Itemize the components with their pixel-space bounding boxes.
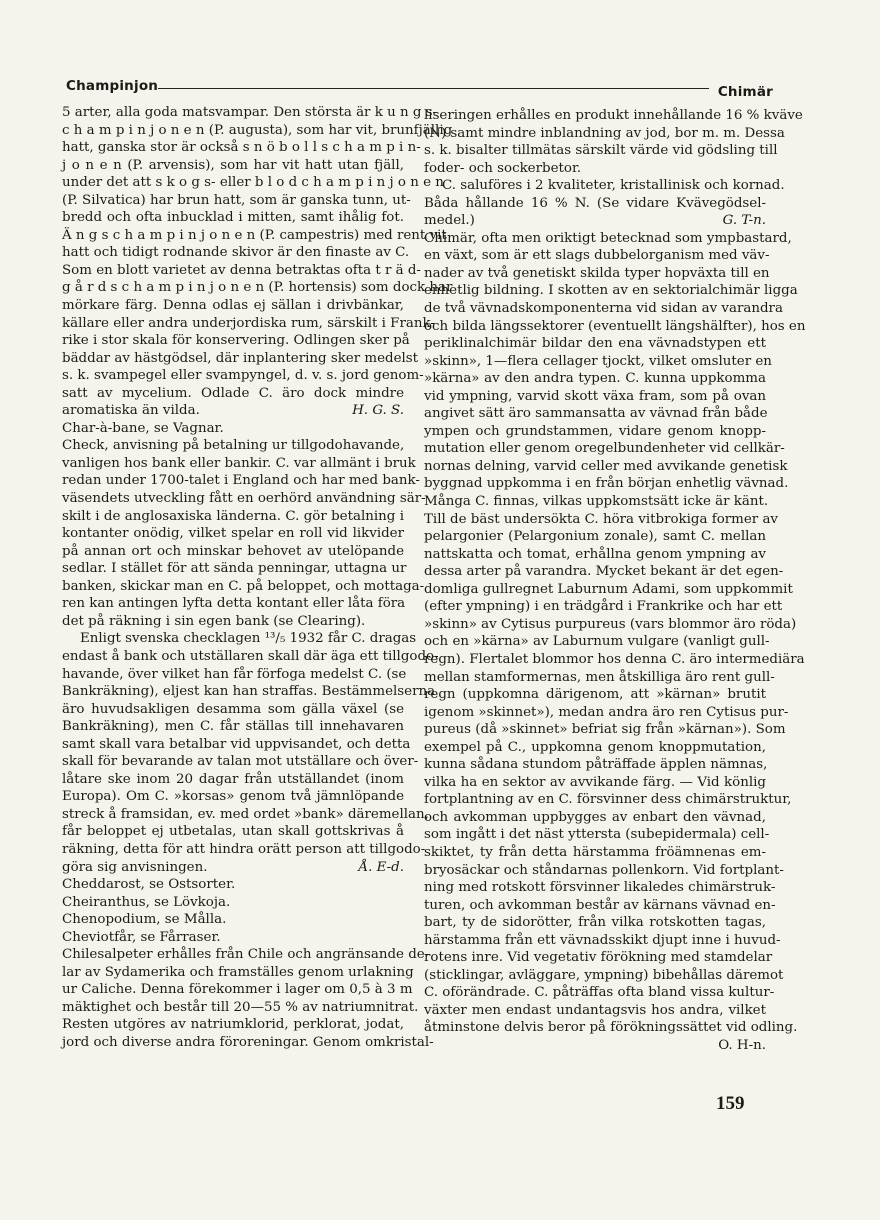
text-line: bäddar av hästgödsel, där inplantering sker medelst [62,350,419,366]
text-line: nornas delning, varvid celler med avvikande genetisk [424,458,788,474]
text-line: låtare ske inom 20 dagar från utställandet (inom [62,771,404,787]
text-line: mutation eller genom oregelbundenheter vid cellkär- [424,441,785,457]
text-line: O. H-n. [718,1037,766,1053]
text-line: skilt i de anglosaxiska länderna. C. gör betalning i [62,508,404,524]
text-line: ur Caliche. Denna förekommer i lager om 0,5 à 3 m [62,982,413,998]
right-column [424,107,806,1055]
text-line: s. k. svampegel eller svampyngel, d. v. s. jord genom- [62,368,424,384]
text-line: på annan ort och minskar behovet av utelöpande [62,543,404,559]
text-line: (P. Silvatica) har brun hatt, som är ganska tunn, ut- [62,192,411,208]
text-line: turen, och avkomman består av kärnans vävnad en- [424,897,776,913]
text-line: Char-à-bane, se Vagnar. [62,420,224,436]
header-left-word: Champinjon [66,78,159,94]
text-line: C. oförändrade. C. påträffas ofta bland vissa kultur- [424,985,775,1001]
text-line: (sticklingar, avläggare, ympning) bibehållas däremot [424,967,784,983]
text-line: dessa arter på varandra. Mycket bekant är det egen- [424,564,784,580]
text-line: »skinn», 1—flera cellager tjockt, vilket omsluter en [424,353,772,369]
text-line: Resten utgöres av natriumklorid, perklorat, jodat, [62,1017,404,1033]
text-line: exempel på C., uppkomna genom knoppmutation, [424,739,766,755]
text-line: lar av Sydamerika och framställes genom urlakning [62,964,414,980]
text-line: hatt och tidigt rodnande skivor är den finaste av C. [62,245,410,261]
text-line: Många C. finnas, vilkas uppkomstsätt icke är känt. [424,494,769,510]
text-line: skall för bevarande av talan mot utställare och över- [62,754,419,770]
text-line: vilka ha en sektor av avvikande färg. — Vid könlig [424,774,766,790]
text-line: bryosäckar och ståndarnas pollenkorn. Vid fortplant- [424,862,784,878]
text-line: Cheviotfår, se Fårraser. [62,929,221,945]
text-line: åtminstone delvis beror på förökningssättet vid odling. [424,1020,798,1036]
text-line: igenom »skinnet»), medan andra äro ren Cytisus pur- [424,704,789,720]
text-line: bredd och ofta inbucklad i mitten, samt ihålig fot. [62,210,404,226]
text-line: göra sig anvisningen. Å. E-d. [62,859,404,875]
text-line: Ä n g s c h a m p i n j o n e n (P. campestris) med rent vit [62,227,447,243]
text-line: Enligt svenska checklagen ¹³/₅ 1932 får C. dragas [80,631,417,647]
text-line: pelargonier (Pelargonium zonale), samt C. mellan [424,529,766,545]
text-line: det på räkning i sin egen bank (se Clearing). [62,613,366,629]
text-line: satt av mycelium. Odlade C. äro dock mindre [62,385,404,401]
text-line: s. k. bisalter tillmätas särskilt värde vid gödsling till [424,143,778,159]
text-line: och bilda längssektorer (eventuellt längshälfter), hos en [424,318,806,334]
text-line: domliga gullregnet Laburnum Adami, som uppkommit [424,581,793,597]
text-line: vid ympning, varvid skott växa fram, som på ovan [424,388,766,404]
text-line: Europa). Om C. »korsas» genom två jämnlöpande [62,789,404,805]
text-line: g å r d s c h a m p i n j o n e n (P. hortensis) som dock har [62,280,453,296]
text-line: (efter ympning) i en trädgård i Frankrike och har ett [424,599,783,615]
header-right-word: Chimär [717,84,773,100]
text-line: räkning, detta för att hindra orätt person att tillgodo- [62,841,426,857]
text-line: liseringen erhålles en produkt innehållande 16 % kväve [424,108,803,123]
left-column [62,104,453,1052]
text-line: får beloppet ej utbetalas, utan skall gottskrivas å [62,824,404,840]
text-line: j o n e n (P. arvensis), som har vit hatt utan fjäll, [62,157,404,173]
text-line: hatt, ganska stor är också s n ö b o l l s c h a m p i n- [62,140,421,156]
text-line: bart, ty de sidorötter, från vilka rotskotten tagas, [424,915,766,931]
text-line: kunna sådana stundom påträffade äpplen nämnas, [424,757,768,773]
text-line: vanligen hos bank eller bankir. C. var allmänt i bruk [62,455,416,471]
text-line: »skinn» av Cytisus purpureus (vars blommor äro röda) [424,616,797,632]
text-line: som ingått i det näst yttersta (subepidermala) cell- [424,827,770,843]
text-line: banken, skickar man en C. på beloppet, och mottaga- [62,578,425,594]
text-line: byggnad uppkomma i en från början enhetlig vävnad. [424,476,789,492]
text-line: Till de bäst undersökta C. höra vitbrokiga former av [424,511,778,527]
text-line: väsendets utveckling fått en oerhörd användning sär- [62,491,426,507]
text-line: regn (uppkomna därigenom, att »kärnan» brutit [424,687,766,703]
text-line: pureus (då »skinnet» befriat sig från »kärnan»). Som [424,722,786,738]
text-line: under det att s k o g s- eller b l o d c h a m p i n j o n e n [62,175,444,191]
header-rule [158,88,709,89]
text-line: mörkare färg. Denna odlas ej sällan i drivbänkar, [62,298,404,314]
text-line: växter men endast undantagsvis hos andra, vilket [424,1002,766,1018]
text-line: c h a m p i n j o n e n (P. augusta), som har vit, brunfjällig [62,122,453,138]
text-line: rike i stor skala för konservering. Odlingen sker på [62,333,410,349]
text-line: aromatiska än vilda. H. G. S. [62,403,404,419]
text-line: streck å framsidan, ev. med ordet »bank» däremellan, [62,806,429,822]
text-line: samt skall vara betalbar vid uppvisandet, och detta [62,736,411,752]
text-line: nattskatta och tomat, erhållna genom ympning av [424,546,766,562]
text-line: ning med rotskott försvinner likaledes chimärstruk- [424,880,776,896]
text-line: foder- och sockerbetor. [424,160,582,176]
text-line: periklinalchimär bildar den ena vävnadstypen ett [424,336,766,352]
text-line: och en »kärna» av Laburnum vulgare (vanligt gull- [424,634,770,650]
text-line: ren kan antingen lyfta detta kontant eller låta föra [62,596,406,612]
text-line: mellan stamformernas, men åtskilliga äro rent gull- [424,669,775,685]
text-line: äro huvudsakligen desamma som gälla växel (se [62,701,404,717]
text-line: skiktet, ty från detta härstamma fröämnenas em- [424,844,766,860]
text-line: 5 arter, alla goda matsvampar. Den största är k u n g s- [62,105,438,120]
text-line: C. saluföres i 2 kvaliteter, kristallinisk och kornad. [442,178,785,194]
text-line: Chimär, ofta men oriktigt betecknad som ympbastard, [424,230,792,246]
text-line: jord och diverse andra föroreningar. Genom omkristal- [62,1034,434,1050]
text-line: Bankräkning), eljest kan han straffas. Bestämmelserna [62,684,436,700]
text-line: enhetlig bildning. I skotten av en sektorialchimär ligga [424,283,798,299]
running-header [66,78,773,102]
text-line: rotens inre. Vid vegetativ förökning med stamdelar [424,950,773,966]
text-line: Båda hållande 16 % N. (Se vidare Kvävegödsel- [424,195,766,211]
text-line: Check, anvisning på betalning ur tillgodohavande, [62,438,405,454]
text-line: Cheddarost, se Ostsorter. [62,877,236,893]
text-line: »kärna» av den andra typen. C. kunna uppkomma [424,371,766,387]
text-line: Cheiranthus, se Lövkoja. [62,894,231,910]
text-line: (N) samt mindre inblandning av jod, bor m. m. Dessa [424,125,785,141]
text-line: och avkomman uppbygges av enbart den vävnad, [424,809,766,825]
text-line: de två vävnadskomponenterna vid sidan av varandra [424,301,783,317]
text-line: sedlar. I stället för att sända penningar, uttagna ur [62,561,407,577]
text-line: havande, över vilket han får förfoga medelst C. (se [62,666,407,682]
text-line: mäktighet och består till 20—55 % av natriumnitrat. [62,999,419,1015]
text-line: nader av två genetiskt skilda typer hopväxta till en [424,265,770,281]
text-line: redan under 1700-talet i England och har med bank- [62,473,420,489]
text-line: en växt, som är ett slags dubbelorganism med väv- [424,248,770,264]
text-line: regn). Flertalet blommor hos denna C. äro intermediära [424,651,805,667]
text-line: härstamma från ett vävnadsskikt djupt inne i huvud- [424,932,781,948]
text-line: medel.) G. T-n. [424,213,766,229]
text-line: Bankräkning), men C. får ställas till innehavaren [62,719,404,735]
text-line: Chenopodium, se Målla. [62,912,227,928]
text-line: källare eller andra underjordiska rum, särskilt i Frank- [62,315,435,331]
text-line: angivet sätt äro sammansatta av vävnad från både [424,406,768,422]
text-line: Som en blott varietet av denna betraktas ofta t r ä d- [62,262,421,278]
text-line: Chilesalpeter erhålles från Chile och angränsande de- [62,947,430,963]
page-number: 159 [716,1093,745,1114]
text-line: endast å bank och utställaren skall där äga ett tillgodo- [62,648,439,664]
text-line: fortplantning av en C. försvinner dess chimärstruktur, [424,792,792,808]
text-line: kontanter onödig, vilket spelar en roll vid likvider [62,526,404,542]
text-line: ympen och grundstammen, vidare genom knopp- [424,423,766,439]
